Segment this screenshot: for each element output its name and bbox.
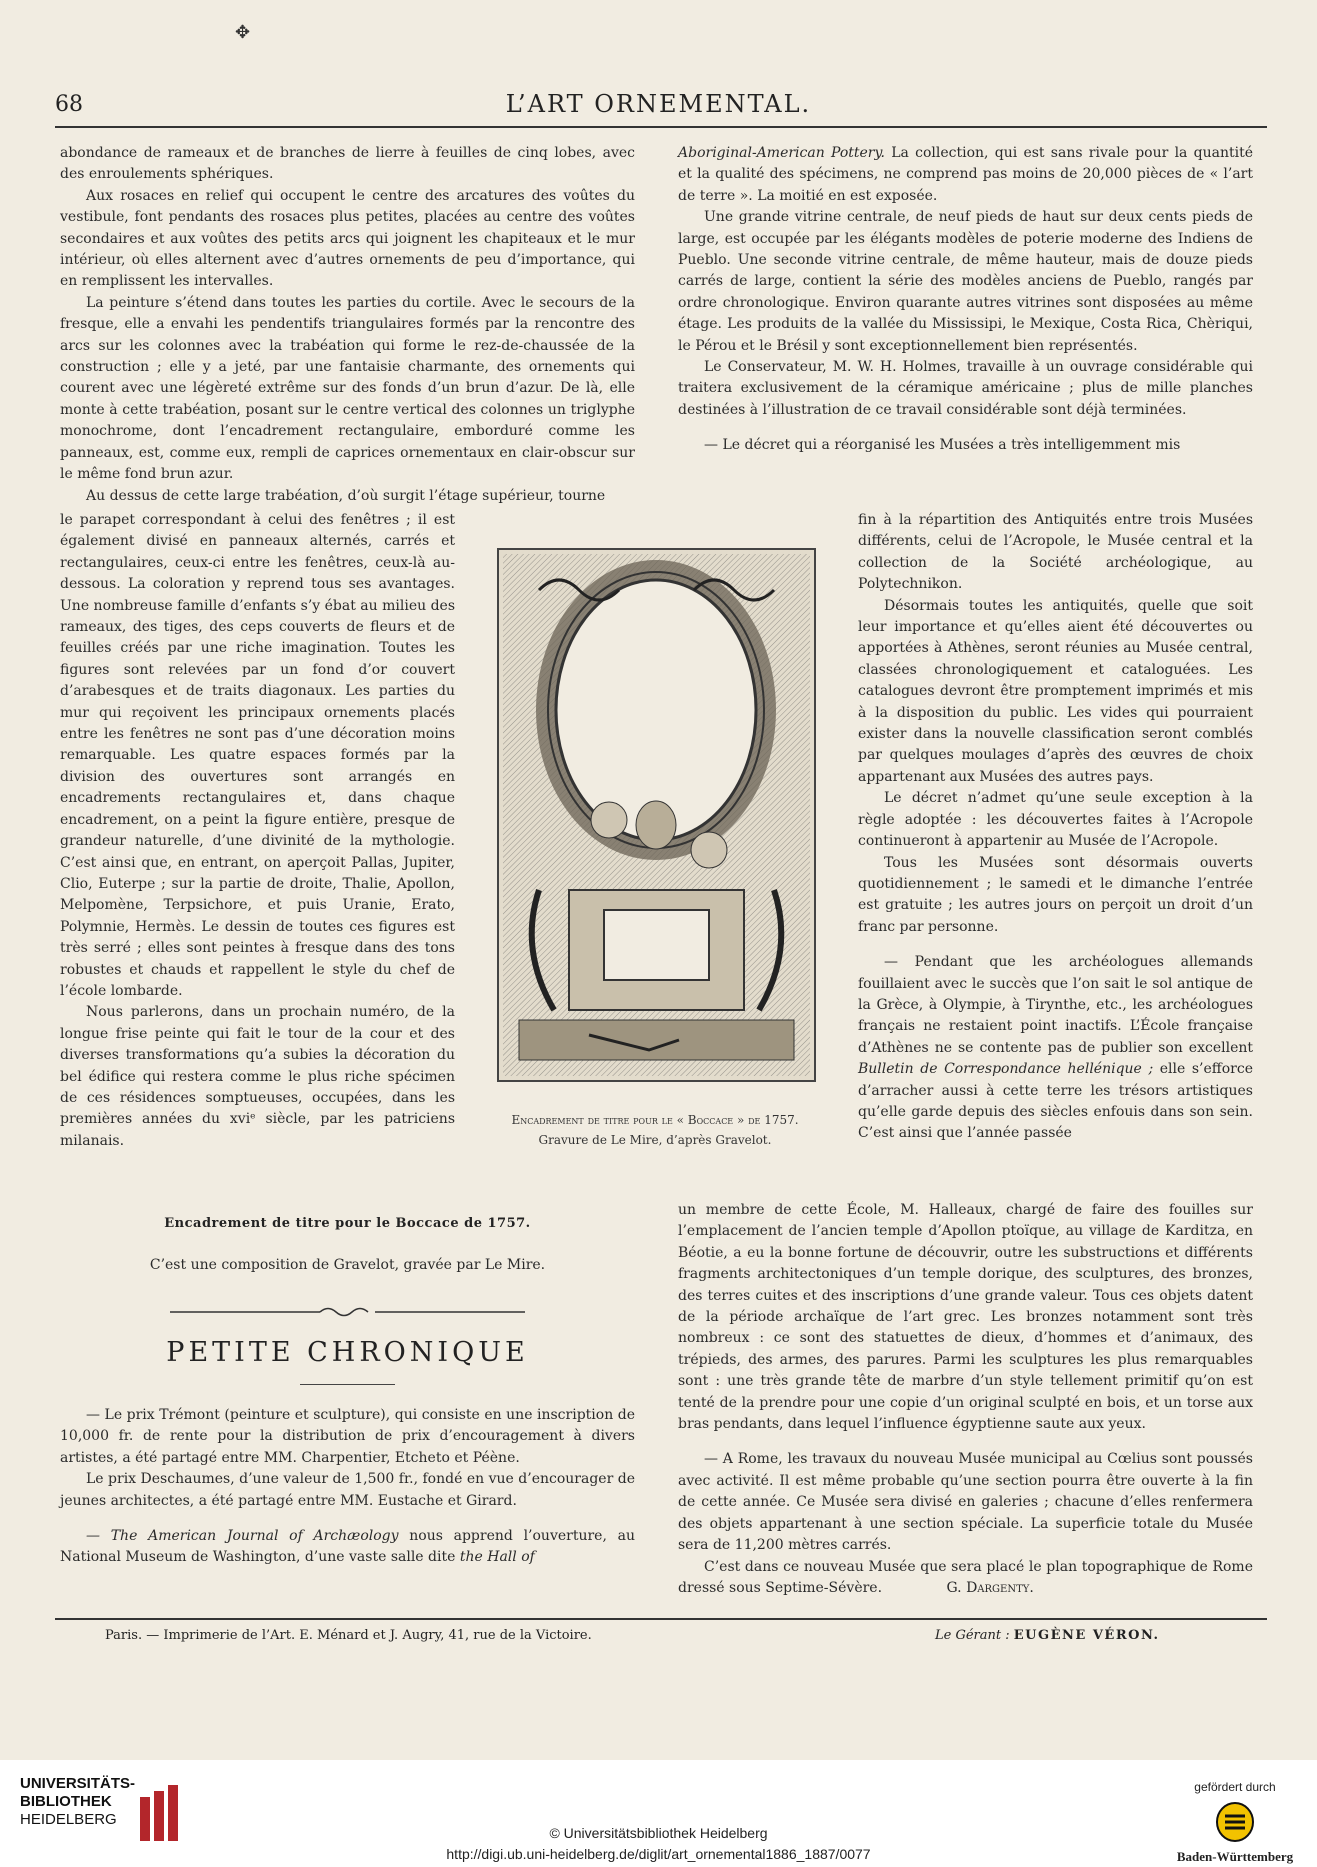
copyright-line: © Universitätsbibliothek Heidelberg (549, 1825, 768, 1841)
printer-line: Paris. — Imprimerie de l’Art. E. Ménard et J. Augry, 41, rue de la Victoire. (105, 1628, 592, 1643)
paragraph: Tous les Musées sont désormais ouverts quotidiennement ; le samedi et le dimanche l’entrée est gratuite ; les autres jours on perçoit un droit d’un franc par personne. (858, 854, 1253, 935)
figure-note-heading: Encadrement de titre pour le Boccace de 1757. (164, 1216, 531, 1231)
top-ornament: ✥ (235, 22, 251, 43)
right-column-bottom (678, 1200, 1253, 1599)
engraving-figure (497, 548, 816, 1082)
paragraph: Aux rosaces en relief qui occupent le centre des arcatures des voûtes du vestibule, font pendants des rosaces plus petites, placées au centre des voûtes secondaires et aux voûtes des petits arcs qui joignent les chapiteaux et le mur intérieur, où elles alternent avec d’autres ornements de peu d’importance, qui en remplissent les intervalles. (60, 187, 635, 290)
library-name-line1: UNIVERSITÄTS- (20, 1775, 136, 1792)
paragraph: C’est dans ce nouveau Musée que sera placé le plan topographique de Rome dressé sous Septime-Sévère. G. Dargenty. (678, 1558, 1253, 1596)
left-column-top (60, 143, 635, 507)
header-rule (55, 126, 1267, 128)
ornamental-divider (170, 1305, 525, 1319)
caption-title: Encadrement de titre pour le « Boccace » de 1757. (511, 1113, 799, 1127)
paragraph: abondance de rameaux et de branches de lierre à feuilles de cinq lobes, avec des enroulements sphériques. (60, 145, 635, 183)
ornamental-frame-illustration (499, 550, 814, 1080)
sponsor-name: Baden-Württemberg (1176, 1849, 1294, 1864)
library-name-line2: BIBLIOTHEK (20, 1793, 112, 1810)
paragraph: Désormais toutes les antiquités, quelle que soit leur importance et qu’elles aient été découvertes ou apportées à Athènes, seront réunies au Musée central, classées chronologiquement et cataloguées. Les catalogues devront être promptement imprimés et mis à la disposition du public. Les vides qui pourraient exister dans la nouvelle classification seront comblés par quelques moulages d’après des œuvres de choix appartenant aux Musées des autres pays. (858, 597, 1253, 785)
section-title: PETITE CHRONIQUE (166, 1337, 529, 1368)
paragraph: Le Conservateur, M. W. H. Holmes, travaille à un ouvrage considérable qui traitera exclusivement de la céramique américaine ; plus de mille planches destinées à l’illustration de ce travail considérable sont déjà terminées. (678, 359, 1253, 418)
state-crest-icon (1215, 1802, 1255, 1842)
running-title: L’ART ORNEMENTAL. (505, 90, 812, 118)
paragraph: — Pendant que les archéologues allemands fouillaient avec le succès que l’on sait le sol antique de la Grèce, à Olympie, à Tirynthe, etc., les archéologues français ne restaient point inactifs. L’École française d’Athènes ne se contente pas de publier son excellent Bulletin de Correspondance hellénique ; elle s’efforce d’arracher aussi à cette terre les trésors artistiques qu’elle garde depuis des siècles enfouis dans son sein. C’est ainsi que l’année passée (858, 954, 1253, 1142)
caption-credit: Gravure de Le Mire, d’après Gravelot. (538, 1133, 772, 1147)
gerant-line: Le Gérant : EUGÈNE VÉRON. (935, 1628, 1160, 1643)
paragraph: Le prix Deschaumes, d’une valeur de 1,500 fr., fondé en vue d’encourager de jeunes architectes, a été partagé entre MM. Eustache et Girard. (60, 1471, 635, 1509)
library-logo[interactable] (20, 1775, 230, 1855)
paragraph: — Le décret qui a réorganisé les Musées a très intelligemment mis (704, 437, 1181, 454)
figure-caption (470, 1110, 840, 1150)
paragraph: Le décret n’admet qu’une seule exception à la règle adoptée : les découvertes faites à l’Acropole continueront à appartenir au Musée de l’Acropole. (858, 790, 1253, 850)
footer-rule (55, 1618, 1267, 1620)
page-number: 68 (55, 92, 83, 117)
right-column-narrow (858, 510, 1253, 1145)
paragraph: fin à la répartition des Antiquités entre trois Musées différents, celui de l’Acropole, le Musée central et la collection de la Société archéologique, au Polytechnikon. (858, 512, 1253, 593)
chronique-column (60, 1405, 635, 1569)
title-rule (300, 1384, 395, 1385)
paragraph: La peinture s’étend dans toutes les parties du cortile. Avec le secours de la fresque, elle a envahi les pendentifs triangulaires formés par la rencontre des arcs sur les colonnes avec la trabéation qui forme le rez-de-chaussée de la construction ; elle y a jeté, par une fantaisie charmante, des ornements qui courent avec une légèreté extrême sur des fonds d’un brun d’azur. De là, elle monte à cette trabéation, posant sur le centre vertical des colonnes un triglyphe monochrome, dont l’encadrement rectangulaire, emborduré comme les panneaux, est, comme eux, rempli de caprices ornementaux en clair-obscur sur le même fond brun azur. (60, 294, 635, 483)
paragraph: Aboriginal-American Pottery. La collection, qui est sans rivale pour la quantité et la qualité des spécimens, ne comprend pas moins de 20,000 pièces de « l’art de terre ». La moitié en est exposée. (678, 145, 1253, 204)
paragraph: Une grande vitrine centrale, de neuf pieds de haut sur deux cents pieds de large, est occupée par les élégants modèles de poterie moderne des Indiens de Pueblo. Une seconde vitrine centrale, de même hauteur, mais de douze pieds carrés de large, contient la série des modèles anciens de Pueblo, rangés par ordre chronologique. Environ quarante autres vitrines sont disposées au même étage. Les produits de la vallée du Mississipi, le Mexique, Costa Rica, Chèriqui, le Pérou et le Brésil y sont exceptionnellement bien représentés. (678, 209, 1253, 354)
sponsor-label: gefördert durch (1194, 1780, 1276, 1794)
paragraph: — A Rome, les travaux du nouveau Musée municipal au Cœlius sont poussés avec activité. Il est même probable qu’une section pourra être ouverte à la fin de cette année. Ce Musée sera divisé en galeries ; chacune d’elles renfermera des objets appartenant à une section spéciale. La superficie totale du Musée sera de 11,200 mètres carrés. (678, 1451, 1253, 1554)
paragraph: un membre de cette École, M. Halleaux, chargé de faire des fouilles sur l’emplacement de l’ancien temple d’Apollon ptoïque, au village de Karditza, en Béotie, a eu la bonne fortune de découvrir, outre les substructions et différents fragments architectoniques d’un temple dorique, des sculptures, des bronzes, des terres cuites et des inscriptions d’une grande valeur. Tous ces objets datent de la période archaïque de l’art grec. Les bronzes notamment sont très nombreux : ce sont des statuettes de dieux, d’hommes et d’animaux, des trépieds, des armes, des parures. Parmi les sculptures les plus remarquables sont : une très grande tête de marbre d’un style tellement primitif qu’on est tenté de la prendre pour une copie d’un original sculpté en bois, et un torse aux bras pendants, dans lequel l’influence égyptienne saute aux yeux. (678, 1202, 1253, 1433)
figure-note-text: C’est une composition de Gravelot, gravée par Le Mire. (149, 1257, 546, 1273)
sponsor-block (1165, 1780, 1305, 1865)
left-column-narrow (60, 510, 455, 1152)
signature: G. Dargenty. (946, 1579, 1034, 1596)
paragraph: Nous parlerons, dans un prochain numéro, de la longue frise peinte qui fait le tour de la cour et des diverses transformations qu’a subies la décoration du bel édifice qui restera comme le plus riche spécimen de ces résidences somptueuses, occupées, dans les premières années du xviᵉ siècle, par les patriciens milanais. (60, 1004, 455, 1149)
document-url[interactable]: http://digi.ub.uni-heidelberg.de/diglit/art_ornemental1886_1887/0077 (446, 1846, 871, 1862)
paragraph: le parapet correspondant à celui des fenêtres ; il est également divisé en panneaux alternés, carrés et rectangulaires, ceux-ci entre les fenêtres, ceux-là au-dessous. La coloration y reprend tous ses avantages. Une nombreuse famille d’enfants s’y ébat au milieu des rameaux, des tiges, des ceps couverts de fleurs et de feuilles créés par une riche imagination. Toutes les figures sont relevées par un fond d’or couvert d’arabesques et de traits diagonaux. Les parties du mur qui reçoivent les principaux ornements placés entre les fenêtres ne sont pas d’une décoration moins remarquable. Les quatre espaces formés par la division des ouvertures sont arrangés en encadrements rectangulaires et, dans chaque encadrement, on a peint la figure entière, presque de grandeur naturelle, d’une divinité de la mythologie. C’est ainsi que, en entrant, on aperçoit Pallas, Jupiter, Clio, Euterpe ; sur la partie de droite, Thalie, Apollon, Melpomène, Terpsichore, et puis Uranie, Erato, Polymnie, Hermès. Le dessin de toutes ces figures est très serré ; elles sont peintes à fresque dans des tons robustes et chauds et rappellent le style du chef de l’école lombarde. (60, 512, 456, 999)
paragraph: — The American Journal of Archæology nous apprend l’ouverture, au National Museum de Washington, d’une vaste salle dite the Hall of (60, 1528, 635, 1566)
paragraph: Au dessus de cette large trabéation, d’où surgit l’étage supérieur, tourne (86, 487, 606, 504)
right-column-top (678, 143, 1253, 457)
paragraph: — Le prix Trémont (peinture et sculpture), qui consiste en une inscription de 10,000 fr. de rente pour la distribution de prix d’encouragement à divers artistes, a été partagé entre MM. Charpentier, Etcheto et Péène. (60, 1407, 635, 1466)
library-name-line3: HEIDELBERG (20, 1811, 117, 1828)
